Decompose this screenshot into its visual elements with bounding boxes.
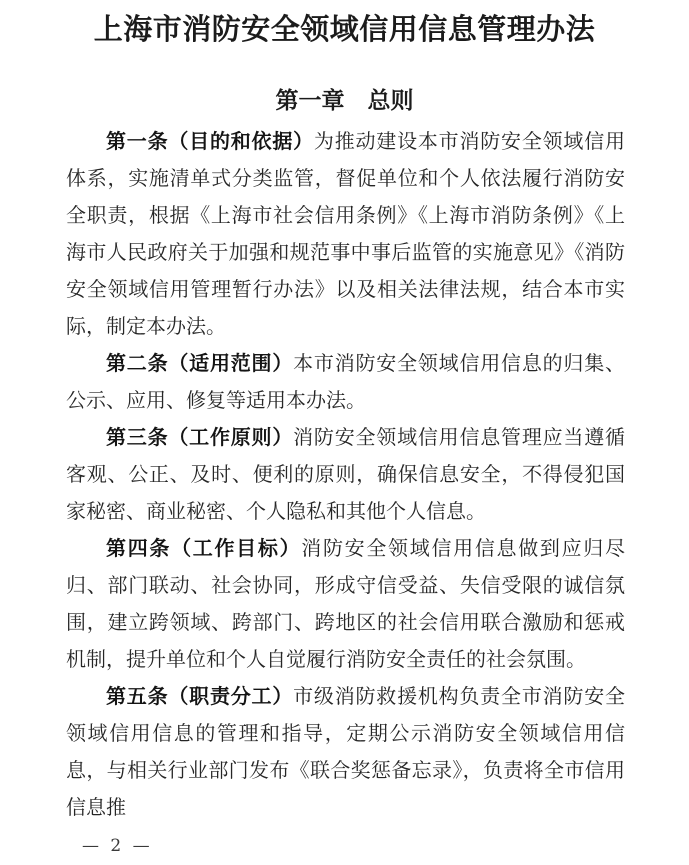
article-paragraph [66, 419, 625, 530]
article-heading: 第一条（目的和依据） [106, 129, 314, 153]
article-body-text: 消防安全领域信用信息做到应归尽归、部门联动、社会协同，形成守信受益、失信受限的诚信氛围，建立跨领域、跨部门、跨地区的社会信用联合激励和惩戒机制，提升单位和个人自觉履行消防安全责任的社会氛围。 [66, 536, 626, 671]
article-paragraph [66, 530, 625, 678]
article-paragraph [66, 345, 625, 419]
document-title: 上海市消防安全领域信用信息管理办法 [93, 12, 596, 46]
article-heading: 第四条（工作目标） [106, 536, 302, 560]
document-body [0, 116, 689, 826]
article-heading: 第五条（职责分工） [106, 684, 294, 708]
article-paragraph [66, 123, 625, 345]
article-body-text: 消防安全领域信用信息管理应当遵循客观、公正、及时、便利的原则，确保信息安全，不得侵犯国家秘密、商业秘密、个人隐私和其他个人信息。 [66, 425, 625, 523]
article-heading: 第三条（工作原则） [106, 425, 294, 449]
chapter-heading: 第一章 总则 [275, 87, 414, 114]
article-body-text: 市级消防救援机构负责全市消防安全领域信用信息的管理和指导，定期公示消防安全领域信用信息，与相关行业部门发布《联合奖惩备忘录》，负责将全市信用信息推 [66, 684, 625, 819]
article-body-text: 为推动建设本市消防安全领域信用体系，实施清单式分类监管，督促单位和个人依法履行消防安全职责，根据《上海市社会信用条例》《上海市消防条例》《上海市人民政府关于加强和规范事中事后监管的实施意见》《消防安全领域信用管理暂行办法》以及相关法律法规，结合本市实际，制定本办法。 [66, 129, 626, 338]
article-paragraph [66, 678, 625, 826]
page-number: — 2 — [82, 836, 153, 856]
article-body-text: 本市消防安全领域信用信息的归集、公示、应用、修复等适用本办法。 [66, 351, 625, 412]
article-heading: 第二条（适用范围） [106, 351, 294, 375]
